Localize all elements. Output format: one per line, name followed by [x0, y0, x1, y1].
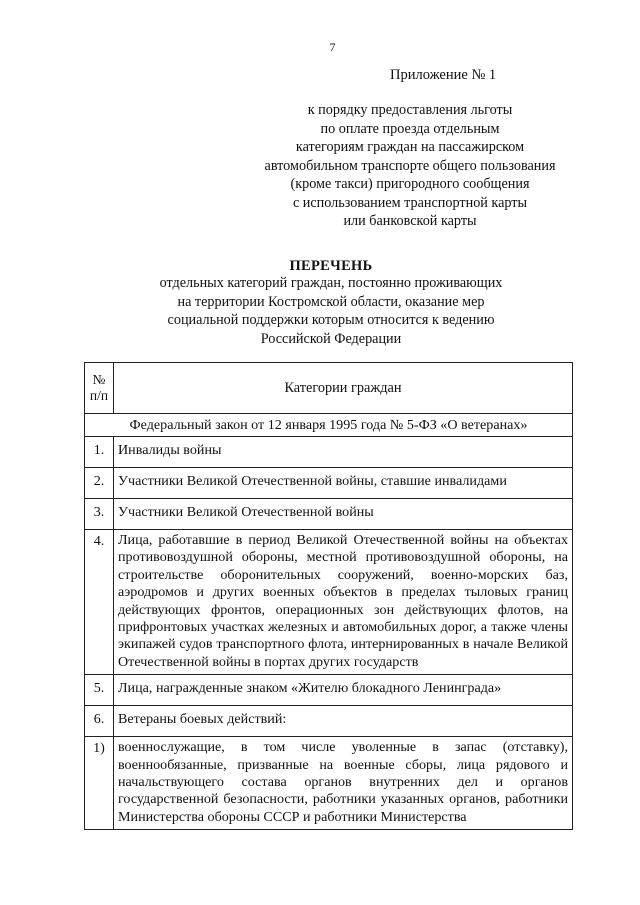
table-row — [85, 437, 573, 468]
table-row — [85, 675, 573, 706]
number-column-header — [85, 363, 114, 414]
appendix-line: автомобильном транспорте общего пользования — [264, 157, 556, 174]
table-row — [85, 499, 573, 530]
row-text: Лица, награжденные знаком «Жителю блокадного Ленинграда» — [114, 675, 573, 706]
appendix-description — [240, 101, 580, 231]
document-heading: ПЕРЕЧЕНЬ — [289, 258, 373, 274]
appendix-line: или банковской карты — [343, 213, 477, 229]
row-text: военнослужащие, в том числе уволенные в запас (отставку), военнообязанные, призванные на военные сборы, лица рядового и начальствующего состава органов внутренних дел и органов государственной безопасности, работники указанных органов, работники Министерства обороны СССР и работники Министерства — [114, 737, 573, 830]
row-number: 2. — [85, 468, 114, 499]
subtitle-line: отдельных категорий граждан, постоянно проживающих — [159, 275, 503, 291]
subtitle-line: на территории Костромской области, оказание мер — [177, 293, 485, 310]
row-number: 6. — [85, 706, 114, 737]
appendix-line: категориям граждан на пассажирском — [295, 139, 525, 155]
table-row — [85, 706, 573, 737]
row-number: 1) — [85, 737, 114, 830]
subtitle-line: Российской Федерации — [260, 330, 402, 347]
appendix-title: Приложение № 1 — [390, 67, 497, 83]
table-row — [85, 737, 573, 830]
page-number: 7 — [329, 40, 336, 54]
appendix-line: к порядку предоставления льготы — [307, 102, 513, 118]
appendix-line: с использованием транспортной карты — [292, 194, 528, 211]
law-title: Федеральный закон от 12 января 1995 года № 5-ФЗ «О ветеранах» — [85, 414, 573, 437]
row-number: 4. — [85, 530, 114, 675]
table-row — [85, 468, 573, 499]
row-text: Участники Великой Отечественной войны, ставшие инвалидами — [114, 468, 573, 499]
row-text: Участники Великой Отечественной войны — [114, 499, 573, 530]
table-row — [85, 530, 573, 675]
table-header-row — [85, 363, 573, 414]
law-row — [85, 414, 573, 437]
appendix-line: по оплате проезда отдельным — [320, 120, 500, 137]
row-number: 1. — [85, 437, 114, 468]
row-number: 5. — [85, 675, 114, 706]
appendix-line: (кроме такси) пригородного сообщения — [290, 176, 530, 192]
number-sign: № — [92, 372, 106, 387]
number-abbrev: п/п — [89, 388, 109, 403]
subtitle-line: социальной поддержки которым относится к ведению — [167, 312, 495, 328]
document-subtitle — [0, 274, 640, 348]
row-number: 3. — [85, 499, 114, 530]
categories-table — [84, 362, 573, 830]
row-text: Инвалиды войны — [114, 437, 573, 468]
categories-column-header: Категории граждан — [114, 363, 573, 414]
row-text: Ветераны боевых действий: — [114, 706, 573, 737]
row-text: Лица, работавшие в период Великой Отечественной войны на объектах противовоздушной обороны, местной противовоздушной обороны, на строительстве оборонительных сооружений, военно-морских баз, аэродромов и других военных объектов в пределах тыловых границ действующих фронтов, операционных зон действующих флотов, на прифронтовых участках железных и автомобильных дорог, а также члены экипажей судов транспортного флота, интернированных в начале Великой Отечественной войны в портах других государств — [114, 530, 573, 675]
